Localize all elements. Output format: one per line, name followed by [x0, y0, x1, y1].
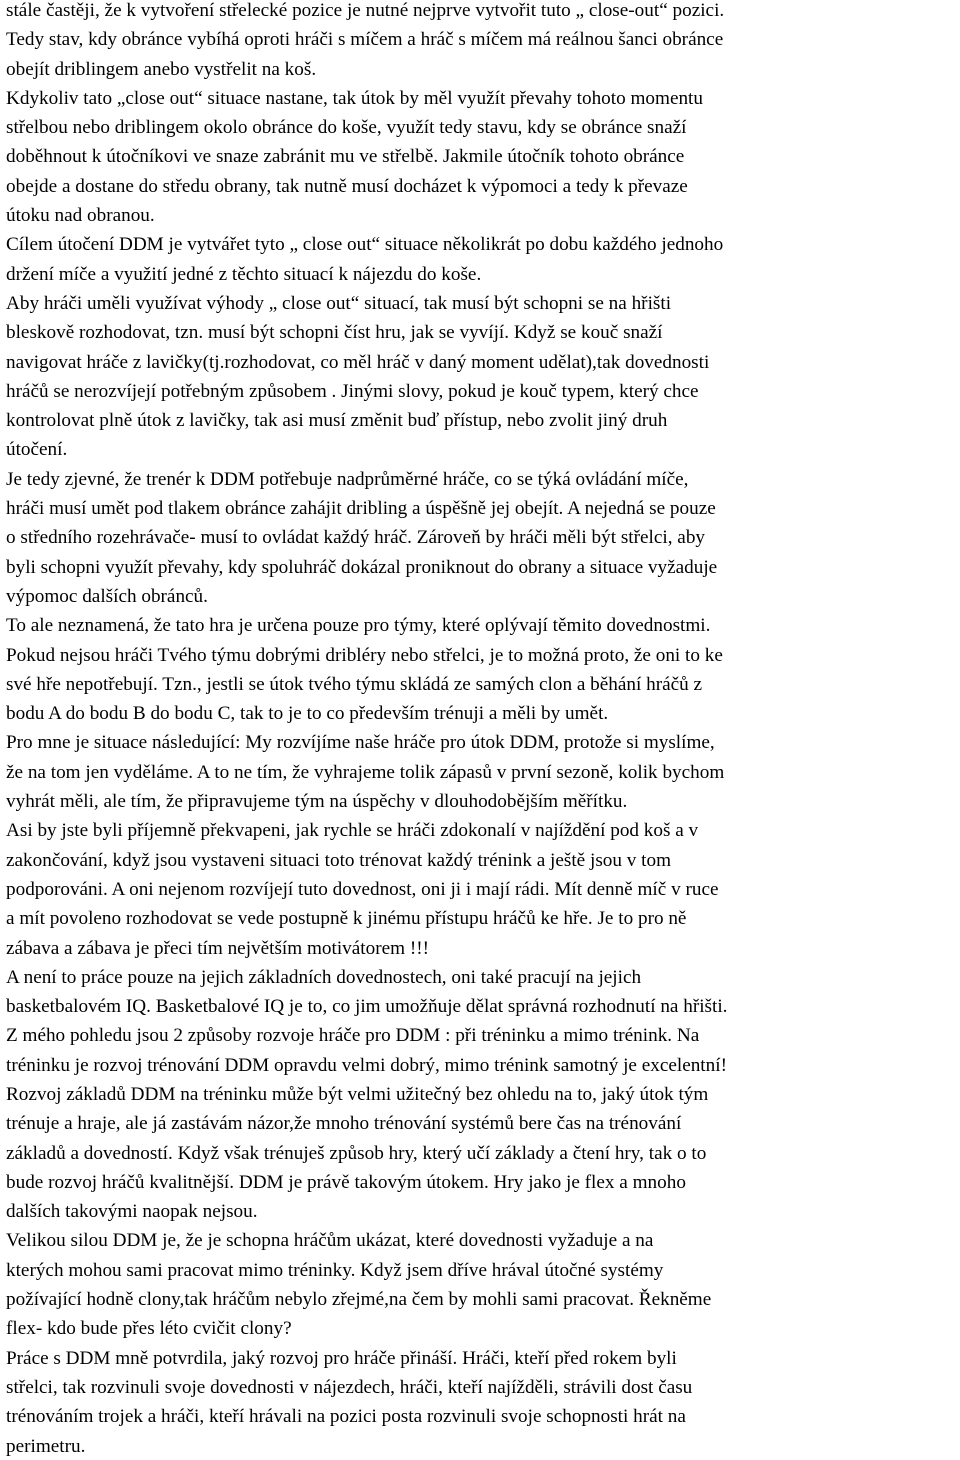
paragraph-ddm-goal: Cílem útočení DDM je vytvářet tyto „ close out“ situace několikrát po dobu každého jednoho držení míče a využití jedné z těchto situací k nájezdu do koše.	[6, 234, 724, 285]
document-page	[6, 0, 956, 1460]
paragraph-personal-view: Pro mne je situace následující: My rozvíjíme naše hráče pro útok DDM, protože si myslíme, že na tom jen vyděláme. A to ne tím, že vyhrajeme tolik zápasů v první sezoně, kolik bychom vyhrát měli, ale tím, že připravujeme tým na úspěchy v dlouhodobějším měřítku.	[6, 732, 725, 813]
paragraph-player-skills: Je tedy zjevné, že trenér k DDM potřebuje nadprůměrné hráče, co se týká ovládání míče, hráči musí umět pod tlakem obránce zahájit dribling a úspěšně jej obejít. A nejedná se pouze o středního rozehrávače- musí to ovládat každý hráč. Zároveň by hráči měli být střelci, aby byli schopni využít převahy, kdy spoluhráč dokázal proniknout do obrany a situace vyžaduje výpomoc dalších obránců.	[6, 468, 718, 607]
paragraph-close-out-advantage: Kdykoliv tato „close out“ situace nastane, tak útok by měl využít převahy tohoto momentu střelbou nebo driblingem okolo obránce do koše, využít tedy stavu, kdy se obránce snaží doběhnout k útočníkovi ve snaze zabránit mu ve střelbě. Jakmile útočník tohoto obránce obejde a dostane do středu obrany, tak nutně musí docházet k výpomoci a tedy k převaze útoku nad obranou.	[6, 87, 703, 227]
paragraph-decision-making: Aby hráči uměli využívat výhody „ close out“ situací, tak musí být schopni se na hřišti bleskově rozhodovat, tzn. musí být schopni číst hru, jak se vyvíjí. Když se kouč snaží navigovat hráče z lavičky(tj.rozhodovat, co měl hráč v daný moment udělat),tak dovednosti hráčů se nerozvíjejí potřebným způsobem . Jinými slovy, pokud je kouč typem, který chce kontrolovat plně útok z lavičky, tak asi musí změnit buď přístup, nebo zvolit jiný druh útočení.	[6, 292, 710, 461]
paragraph-ddm-results: Práce s DDM mně potvrdila, jaký rozvoj pro hráče přináší. Hráči, kteří před rokem byli střelci, tak rozvinuli svoje dovednosti v nájezdech, hráči, kteří najížděli, strávili dost času trénováním trojek a hráči, kteří hrávali na pozici posta rozvinuli svoje schopnosti hrát na perimetru.	[6, 1347, 693, 1457]
paragraph-training-fundamentals: Rozvoj základů DDM na tréninku může být velmi užitečný bez ohledu na to, jaký útok tým trénuje a hraje, ale já zastávám názor,že mnoho trénování systémů bere čas na trénování základů a dovedností. Když však trénuješ způsob hry, který učí základy a čtení hry, tak o to bude rozvoj hráčů kvalitnější. DDM je právě takovým útokem. Hry jako je flex a mnoho dalších takovými naopak nejsou.	[6, 1083, 709, 1223]
paragraph-close-out-definition: stále častěji, že k vytvoření střelecké pozice je nutné nejprve vytvořit tuto „ close-out“ pozici. Tedy stav, kdy obránce vybíhá oproti hráči s míčem a hráč s míčem má reálnou šanci obránce obejít driblingem anebo vystřelit na koš.	[6, 0, 725, 80]
paragraph-player-improvement: Asi by jste byli příjemně překvapeni, jak rychle se hráči zdokonalí v najíždění pod koš a v zakončování, když jsou vystaveni situaci toto trénovat každý trénink a ještě jsou v tom podporováni. A oni nejenom rozvíjejí tuto dovednost, oni ji i mají rádi. Mít denně míč v ruce a mít povoleno rozhodovat se vede postupně k jinému přístupu hráčů ke hře. Je to pro ně zábava a zábava je přeci tím největším motivátorem !!!	[6, 820, 719, 959]
paragraph-basketball-iq: A není to práce pouze na jejich základních dovednostech, oni také pracují na jejich basketbalovém IQ. Basketbalové IQ je to, co jim umožňuje dělat správná rozhodnutí na hřišti. Z mého pohledu jsou 2 způsoby rozvoje hráče pro DDM : při tréninku a mimo trénink. Na tréninku je rozvoj trénování DDM opravdu velmi dobrý, mimo trénink samotný je excelentní!	[6, 966, 728, 1076]
paragraph-not-only-skilled-teams: To ale neznamená, že tato hra je určena pouze pro týmy, které oplývají těmito dovednostmi. Pokud nejsou hráči Tvého týmu dobrými dribléry nebo střelci, je to možná proto, že oni to ke své hře nepotřebují. Tzn., jestli se útok tvého týmu skládá ze samých clon a běhání hráčů z bodu A do bodu B do bodu C, tak to je to co především trénuji a měli by umět.	[6, 615, 723, 725]
paragraph-ddm-strength: Velikou silou DDM je, že je schopna hráčům ukázat, které dovednosti vyžaduje a na kterých mohou sami pracovat mimo tréninky. Když jsem dříve hrával útočné systémy požívající hodně clony,tak hráčům nebylo zřejmé,na čem by mohli sami pracovat. Řekněme flex- kdo bude přes léto cvičit clony?	[6, 1230, 712, 1340]
